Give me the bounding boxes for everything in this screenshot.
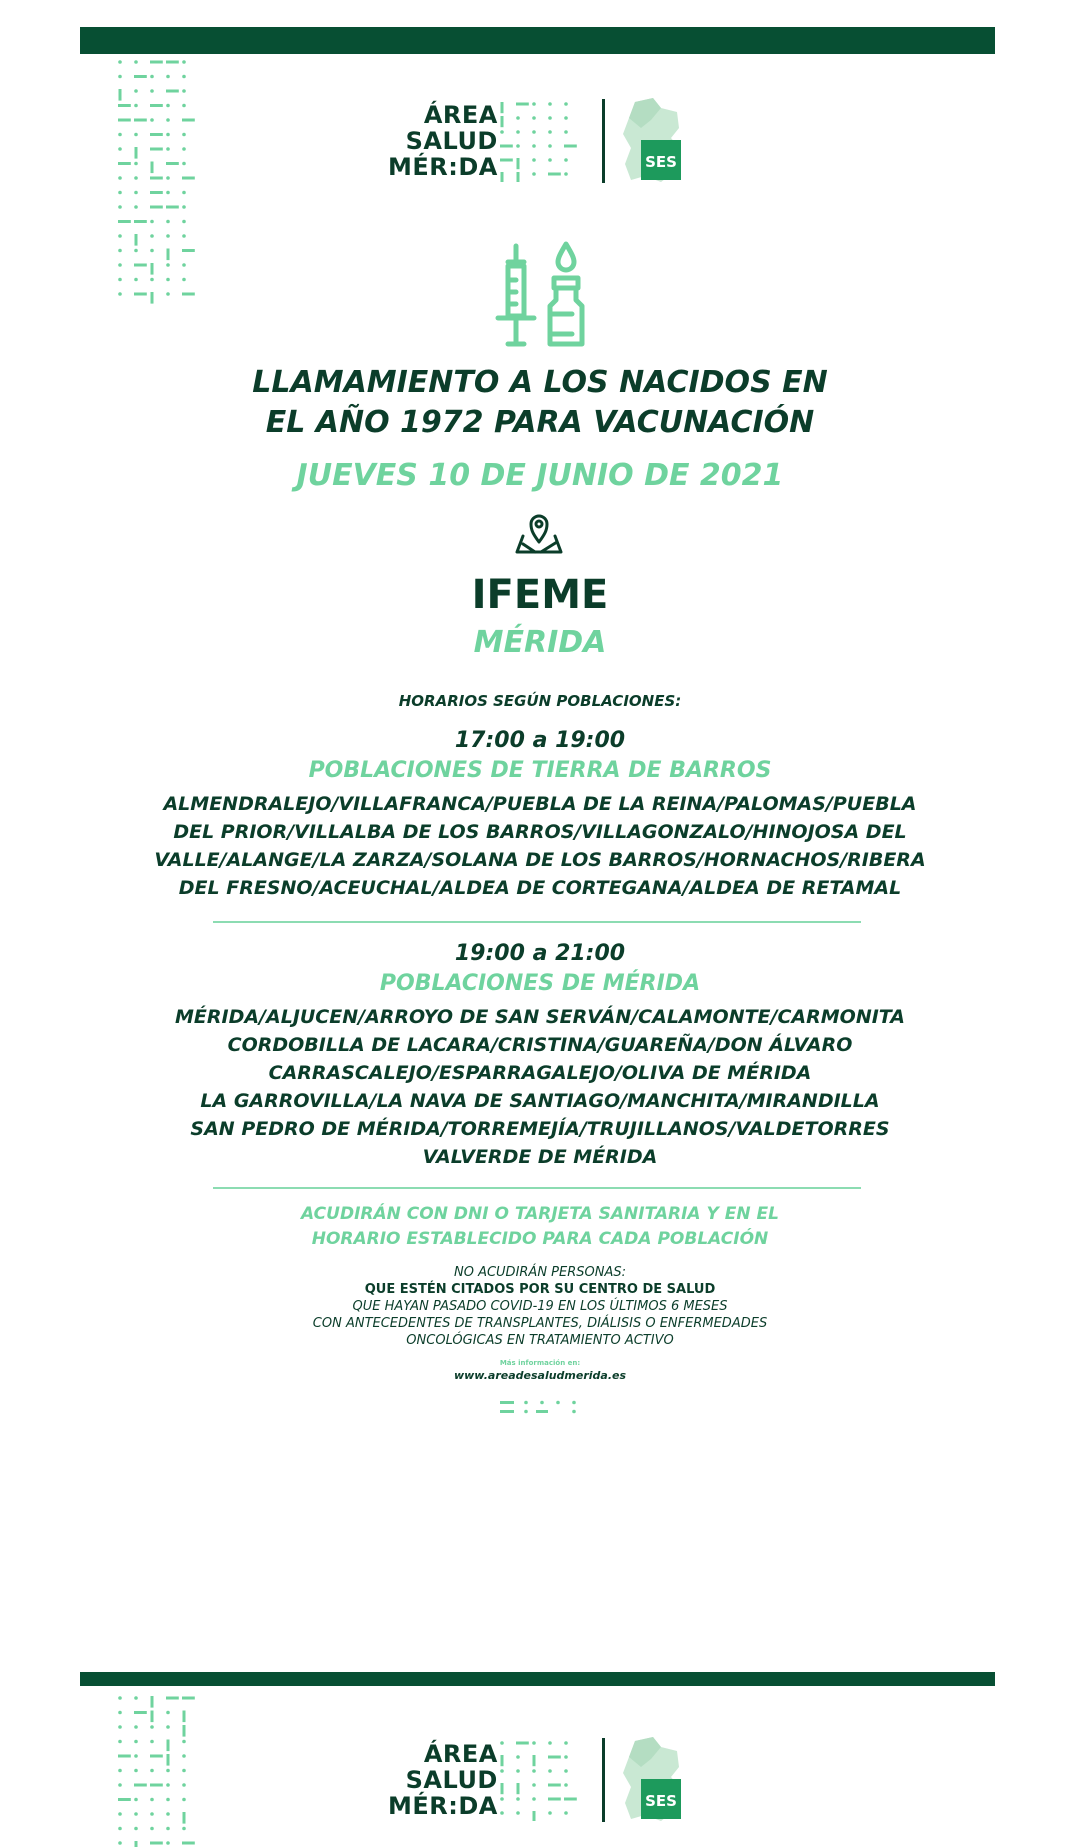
id-notice-line-2: HORARIO ESTABLECIDO PARA CADA POBLACIÓN (311, 1229, 769, 1249)
pattern-dot (134, 1812, 138, 1816)
pattern-dot (183, 1812, 186, 1824)
pattern-dot (135, 147, 138, 159)
decorative-dot-pattern (116, 58, 196, 310)
pattern-dot (516, 158, 519, 169)
town-line: VALLE/ALANGE/LA ZARZA/SOLANA DE LOS BARROS/HORNACHOS/RIBERA (154, 849, 926, 871)
pattern-dot (118, 292, 122, 296)
main-title-line-2: EL AÑO 1972 PARA VACUNACIÓN (265, 405, 815, 440)
pattern-dot (166, 1769, 170, 1773)
pattern-dot (166, 1783, 170, 1787)
pattern-dot (134, 119, 147, 122)
pattern-dot (532, 144, 536, 148)
pattern-dot (135, 1841, 138, 1847)
pattern-dot (564, 1741, 568, 1745)
pattern-dot (134, 60, 138, 64)
pattern-dot (134, 1769, 138, 1773)
pattern-dot (134, 205, 138, 209)
ses-badge-text: SES (644, 153, 677, 171)
pattern-dot (500, 1811, 504, 1815)
pattern-dot (166, 90, 179, 93)
section-divider (213, 921, 861, 923)
pattern-dot (118, 1740, 122, 1744)
pattern-dot (182, 119, 195, 122)
pattern-dot (564, 172, 568, 176)
pattern-dot (166, 118, 170, 122)
pattern-dot (166, 104, 170, 108)
pattern-dot (150, 220, 154, 224)
pattern-dot (118, 162, 131, 165)
pattern-dot (500, 116, 503, 127)
top-banner-bar (80, 27, 995, 54)
ses-badge-text: SES (644, 1792, 677, 1810)
pattern-dot (500, 1783, 503, 1794)
pattern-dot (564, 158, 568, 162)
pattern-dot (548, 144, 552, 148)
group-2-towns (0, 1003, 1080, 1171)
pattern-dot (166, 292, 170, 296)
more-info-label: Más información en: (499, 1359, 581, 1367)
pattern-dot (516, 144, 520, 148)
pattern-dot (151, 162, 154, 174)
pattern-dot (182, 1798, 186, 1802)
pattern-dot (134, 89, 138, 93)
venue-name: IFEME (471, 572, 609, 618)
logo-divider (602, 99, 605, 183)
pattern-dot (564, 102, 568, 106)
pattern-dot (500, 1769, 504, 1773)
pattern-dot (118, 176, 122, 180)
event-date: JUEVES 10 DE JUNIO DE 2021 (296, 458, 784, 493)
pattern-dot (150, 191, 163, 194)
pattern-dot (166, 1827, 170, 1831)
pattern-dot (182, 263, 186, 267)
pattern-dot (532, 1797, 536, 1801)
pattern-dot (516, 116, 520, 120)
exclusion-line: ONCOLÓGICAS EN TRATAMIENTO ACTIVO (406, 1333, 674, 1348)
pattern-dot (118, 1725, 122, 1729)
pattern-dot (134, 1754, 138, 1758)
town-line: CORDOBILLA DE LACARA/CRISTINA/GUAREÑA/DON ÁLVARO (227, 1034, 853, 1056)
pattern-dot (548, 130, 552, 134)
pattern-dot (516, 130, 520, 134)
pattern-dot (564, 1811, 568, 1815)
pattern-dot (182, 220, 186, 224)
pattern-dot (500, 1755, 503, 1766)
pattern-dot (564, 1755, 568, 1759)
pattern-dot (118, 1827, 122, 1831)
pattern-dot (134, 1696, 138, 1700)
pattern-dot (182, 249, 195, 252)
logo-dot-pattern (498, 1739, 580, 1821)
pattern-dot (564, 1783, 568, 1787)
pattern-dot (532, 102, 536, 106)
pattern-dot (183, 1711, 186, 1723)
pattern-dot (500, 130, 504, 134)
pattern-dot (500, 102, 503, 113)
exclusions (0, 1264, 1080, 1349)
pattern-dot (516, 1811, 520, 1815)
pattern-dot (166, 1841, 170, 1845)
pattern-dot (134, 264, 147, 267)
pattern-dot (119, 89, 122, 101)
pattern-dot (182, 104, 186, 108)
pattern-dot (150, 1755, 163, 1758)
pattern-dot (548, 1741, 552, 1745)
pattern-dot (167, 1754, 170, 1766)
pattern-dot (166, 75, 170, 79)
extremadura-map-icon (621, 1737, 683, 1823)
area-salud-logo-bottom (388, 1737, 683, 1823)
pattern-dot (166, 162, 179, 165)
pattern-dot (166, 61, 179, 64)
pattern-dot (182, 234, 186, 238)
pattern-dot (532, 1811, 535, 1821)
pattern-dot (150, 249, 154, 253)
pattern-dot (135, 234, 138, 246)
pattern-dot (548, 1769, 552, 1773)
pattern-dot (151, 1696, 154, 1708)
pattern-dot (548, 173, 561, 176)
group-1-name: POBLACIONES DE TIERRA DE BARROS (308, 758, 772, 783)
exclusions-heading: NO ACUDIRÁN PERSONAS: (453, 1265, 627, 1280)
pattern-dot (118, 205, 122, 209)
pattern-dot (118, 119, 131, 122)
pattern-dot (548, 1756, 561, 1759)
pattern-dot (118, 60, 122, 64)
pattern-dot (166, 1812, 170, 1816)
pattern-dot (150, 1740, 154, 1744)
pattern-dot (150, 1812, 154, 1816)
pattern-dot (548, 1811, 552, 1815)
pattern-dot (516, 1783, 519, 1794)
group-2-time: 19:00 a 21:00 (454, 941, 626, 966)
pattern-dot (182, 133, 186, 137)
pattern-dot (182, 1783, 186, 1787)
pattern-dot (516, 172, 519, 182)
pattern-dot (118, 263, 122, 267)
pattern-dot (532, 1755, 535, 1766)
pattern-dot (532, 1783, 536, 1787)
pattern-dot (150, 1842, 163, 1845)
pattern-dot (166, 1697, 179, 1700)
pattern-dot (548, 1798, 561, 1801)
pattern-dot (150, 148, 163, 151)
pattern-dot (134, 1798, 138, 1802)
pattern-dot (118, 1755, 131, 1758)
pattern-dot (532, 172, 536, 176)
pattern-dot (150, 133, 163, 136)
pattern-dot (564, 145, 577, 148)
pattern-dot (166, 220, 170, 224)
pattern-dot (182, 89, 186, 93)
pattern-dot (182, 1769, 186, 1773)
town-line: DEL FRESNO/ACEUCHAL/ALDEA DE CORTEGANA/ALDEA DE RETAMAL (178, 877, 902, 899)
pattern-dot (118, 75, 122, 79)
pattern-dot (166, 191, 170, 195)
pattern-dot (532, 158, 536, 162)
pattern-dot (183, 1725, 186, 1737)
pattern-dot (118, 234, 122, 238)
pattern-dot (182, 162, 186, 166)
pattern-dot (118, 220, 131, 223)
pattern-dot (516, 1797, 520, 1801)
pattern-dot (500, 145, 513, 148)
pattern-dot (150, 75, 154, 79)
town-line: ALMENDRALEJO/VILLAFRANCA/PUEBLA DE LA REINA/PALOMAS/PUEBLA (163, 793, 917, 815)
pattern-dot (548, 158, 552, 162)
area-salud-logo (388, 98, 683, 184)
section-divider (213, 1187, 861, 1189)
logo-text: ÁREA SALUD MÉR:DA (388, 1740, 498, 1820)
pattern-dot (118, 1711, 122, 1715)
town-line: CARRASCALEJO/ESPARRAGALEJO/OLIVA DE MÉRIDA (268, 1062, 812, 1084)
pattern-dot (118, 278, 122, 282)
pattern-dot (134, 75, 147, 78)
pattern-dot (548, 1784, 561, 1787)
pattern-dot (516, 1742, 529, 1745)
pattern-dot (564, 130, 568, 134)
pattern-dot (500, 1797, 504, 1801)
pattern-dot (182, 293, 195, 296)
pattern-dot (167, 1740, 170, 1752)
pattern-dot (118, 191, 122, 195)
more-info-url[interactable]: www.areadesaludmerida.es (453, 1369, 627, 1382)
pattern-dot (134, 104, 138, 108)
pattern-dot (166, 147, 170, 151)
pattern-dot (564, 116, 568, 120)
pattern-dot (150, 1725, 154, 1729)
pattern-dot (166, 263, 170, 267)
pattern-dot (134, 1740, 138, 1744)
exclusions-bold-line: QUE ESTÉN CITADOS POR SU CENTRO DE SALUD (364, 1282, 716, 1297)
town-line: DEL PRIOR/VILLALBA DE LOS BARROS/VILLAGONZALO/HINOJOSA DEL (173, 821, 907, 843)
pattern-dot (182, 191, 186, 195)
group-1-towns (0, 790, 1080, 902)
pattern-dot (564, 1798, 577, 1801)
pattern-dot (166, 176, 170, 180)
main-title-line-1: LLAMAMIENTO A LOS NACIDOS EN (252, 365, 828, 400)
main-title (0, 363, 1080, 443)
id-notice (0, 1202, 1080, 1252)
group-1-time: 17:00 a 19:00 (454, 728, 626, 753)
pattern-dot (182, 1754, 186, 1758)
vaccine-syringe-vial-icon (494, 240, 590, 350)
pattern-dot (182, 205, 186, 209)
pattern-dot (166, 1725, 170, 1729)
pattern-dot (134, 1784, 147, 1787)
pattern-dot (150, 118, 154, 122)
bottom-banner-bar (80, 1672, 995, 1686)
pattern-dot (118, 1812, 122, 1816)
pattern-dot (150, 278, 154, 282)
pattern-dot (182, 1827, 186, 1831)
town-line: VALVERDE DE MÉRIDA (422, 1146, 658, 1168)
pattern-dot (150, 1827, 154, 1831)
map-pin-icon (513, 512, 565, 556)
town-line: MÉRIDA/ALJUCEN/ARROYO DE SAN SERVÁN/CALAMONTE/CARMONITA (175, 1006, 905, 1028)
pattern-dot (134, 293, 147, 296)
logo-dot-pattern (498, 100, 580, 182)
pattern-dot (118, 1769, 122, 1773)
pattern-dot (118, 1798, 131, 1801)
pattern-dot (532, 1769, 536, 1773)
pattern-dot (182, 60, 186, 64)
pattern-dot (532, 130, 536, 134)
pattern-dot (134, 1725, 138, 1729)
pattern-dot (151, 292, 154, 304)
pattern-dot (134, 220, 147, 223)
pattern-dot (516, 1755, 520, 1759)
pattern-dot (166, 133, 170, 137)
logo-divider (602, 1738, 605, 1822)
pattern-dot (118, 1783, 122, 1787)
pattern-dot (166, 278, 170, 282)
pattern-dot (166, 234, 170, 238)
pattern-dot (134, 1827, 138, 1831)
pattern-dot (548, 116, 552, 120)
pattern-dot (150, 234, 154, 238)
pattern-dot (150, 1798, 154, 1802)
logo-text: ÁREA SALUD MÉR:DA (388, 101, 498, 181)
pattern-dot (150, 1769, 154, 1773)
pattern-dot (118, 1841, 122, 1845)
pattern-dot (151, 263, 154, 275)
venue-city: MÉRIDA (473, 625, 607, 660)
pattern-dot (134, 176, 138, 180)
pattern-dot (182, 1842, 195, 1845)
pattern-dot (516, 1769, 520, 1773)
pattern-dot (564, 1769, 568, 1773)
pattern-dot (182, 278, 186, 282)
pattern-dot (182, 177, 195, 180)
pattern-dot (134, 1711, 147, 1714)
pattern-dot (500, 159, 513, 162)
pattern-dot (150, 89, 154, 93)
town-line: SAN PEDRO DE MÉRIDA/TORREMEJÍA/TRUJILLANOS/VALDETORRES (190, 1118, 890, 1140)
pattern-dot (118, 1696, 122, 1700)
pattern-dot (166, 1711, 170, 1715)
pattern-dot (532, 1741, 536, 1745)
exclusion-line: QUE HAYAN PASADO COVID-19 EN LOS ÚLTIMOS 6 MESES (352, 1299, 728, 1314)
pattern-dot (167, 249, 170, 261)
pattern-dot (500, 1741, 504, 1745)
decorative-dot-pattern (116, 1694, 196, 1847)
pattern-dot (548, 102, 552, 106)
pattern-dot (118, 147, 122, 151)
pattern-dot (500, 172, 503, 182)
pattern-dot (118, 133, 122, 137)
pattern-dot (134, 133, 138, 137)
pattern-dot (150, 1784, 163, 1787)
extremadura-map-icon (621, 98, 683, 184)
small-dot-strip (500, 1400, 580, 1416)
pattern-dot (134, 162, 138, 166)
pattern-dot (150, 177, 163, 180)
pattern-dot (151, 1711, 154, 1723)
exclusion-line: CON ANTECEDENTES DE TRANSPLANTES, DIÁLISIS O ENFERMEDADES (312, 1316, 768, 1331)
pattern-dot (182, 147, 186, 151)
pattern-dot (532, 116, 536, 120)
pattern-dot (118, 249, 122, 253)
pattern-dot (118, 104, 131, 107)
pattern-dot (166, 206, 179, 209)
pattern-dot (182, 1697, 195, 1700)
id-notice-line-1: ACUDIRÁN CON DNI O TARJETA SANITARIA Y EN EL (301, 1204, 779, 1224)
group-2-name: POBLACIONES DE MÉRIDA (379, 971, 701, 996)
town-line: LA GARROVILLA/LA NAVA DE SANTIAGO/MANCHITA/MIRANDILLA (200, 1090, 880, 1112)
pattern-dot (182, 1740, 186, 1744)
pattern-dot (182, 75, 186, 79)
pattern-dot (516, 103, 529, 106)
pattern-dot (150, 104, 163, 107)
pattern-dot (150, 61, 163, 64)
pattern-dot (150, 206, 163, 209)
pattern-dot (134, 249, 138, 253)
pattern-dot (134, 278, 138, 282)
pattern-dot (166, 1798, 170, 1802)
pattern-dot (134, 191, 138, 195)
schedule-heading: HORARIOS SEGÚN POBLACIONES: (398, 692, 682, 710)
